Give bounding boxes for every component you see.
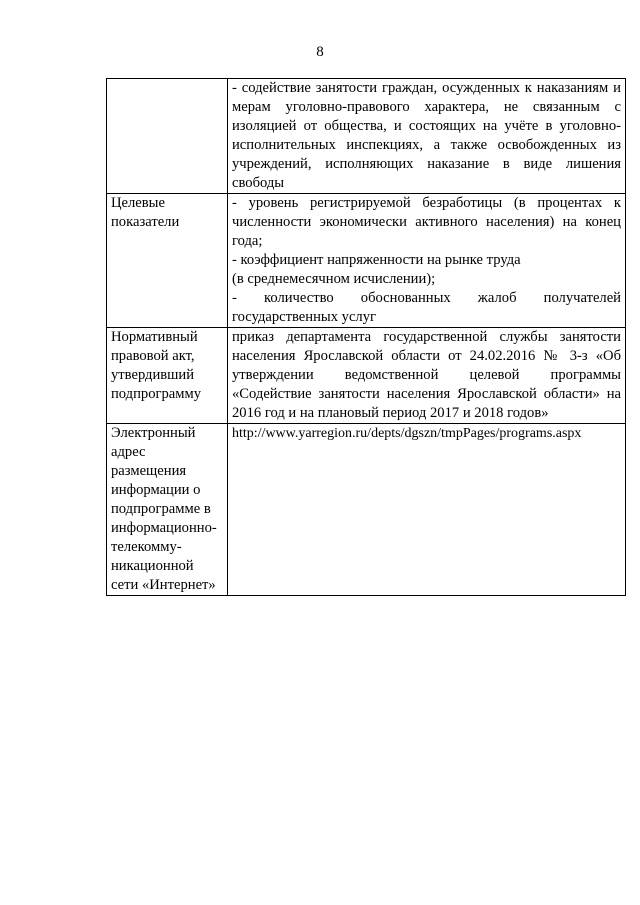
internet-address-link[interactable]: http://www.yarregion.ru/depts/dgszn/tmpPages/programs.aspx	[232, 426, 582, 441]
table-row	[107, 79, 626, 194]
content-line: - количество обоснованных жалоб получателей государственных услуг	[232, 290, 621, 325]
row-content	[228, 194, 626, 328]
row-label: Нормативный правовой акт, утвердивший подпрограмму	[107, 328, 228, 424]
content-line: - уровень регистрируемой безработицы (в процентах к численности экономически активного населения) на конец года;	[232, 195, 621, 249]
row-content	[228, 328, 626, 424]
content-line: - коэффициент напряженности на рынке труда	[232, 252, 521, 268]
content-line: (в среднемесячном исчислении);	[232, 271, 436, 287]
page-number: 8	[316, 44, 324, 60]
row-label: Электронный адрес размещения информации о подпрограмме в информационно-телекомму-никационной сети «Интернет»	[107, 424, 228, 596]
row-content	[228, 424, 626, 596]
table-row	[107, 328, 626, 424]
row-content	[228, 79, 626, 194]
row-label	[107, 79, 228, 194]
subprogram-table	[106, 78, 626, 596]
row-label: Целевые показатели	[107, 194, 228, 328]
table-row	[107, 194, 626, 328]
table-row	[107, 424, 626, 596]
content-line: - содействие занятости граждан, осужденных к наказаниям и мерам уголовно-правового характера, не связанным с изоляцией от общества, и состоящих на учёте в уголовно-исполнительных инспекциях, а также освобожденных из учреждений, исполняющих наказание в виде лишения свободы	[232, 80, 621, 191]
content-line: приказ департамента государственной службы занятости населения Ярославской области от 24.02.2016 № 3-з «Об утверждении ведомственной целевой программы «Содействие занятости населения Ярославской области» на 2016 год и на плановый период 2017 и 2018 годов»	[232, 329, 621, 421]
